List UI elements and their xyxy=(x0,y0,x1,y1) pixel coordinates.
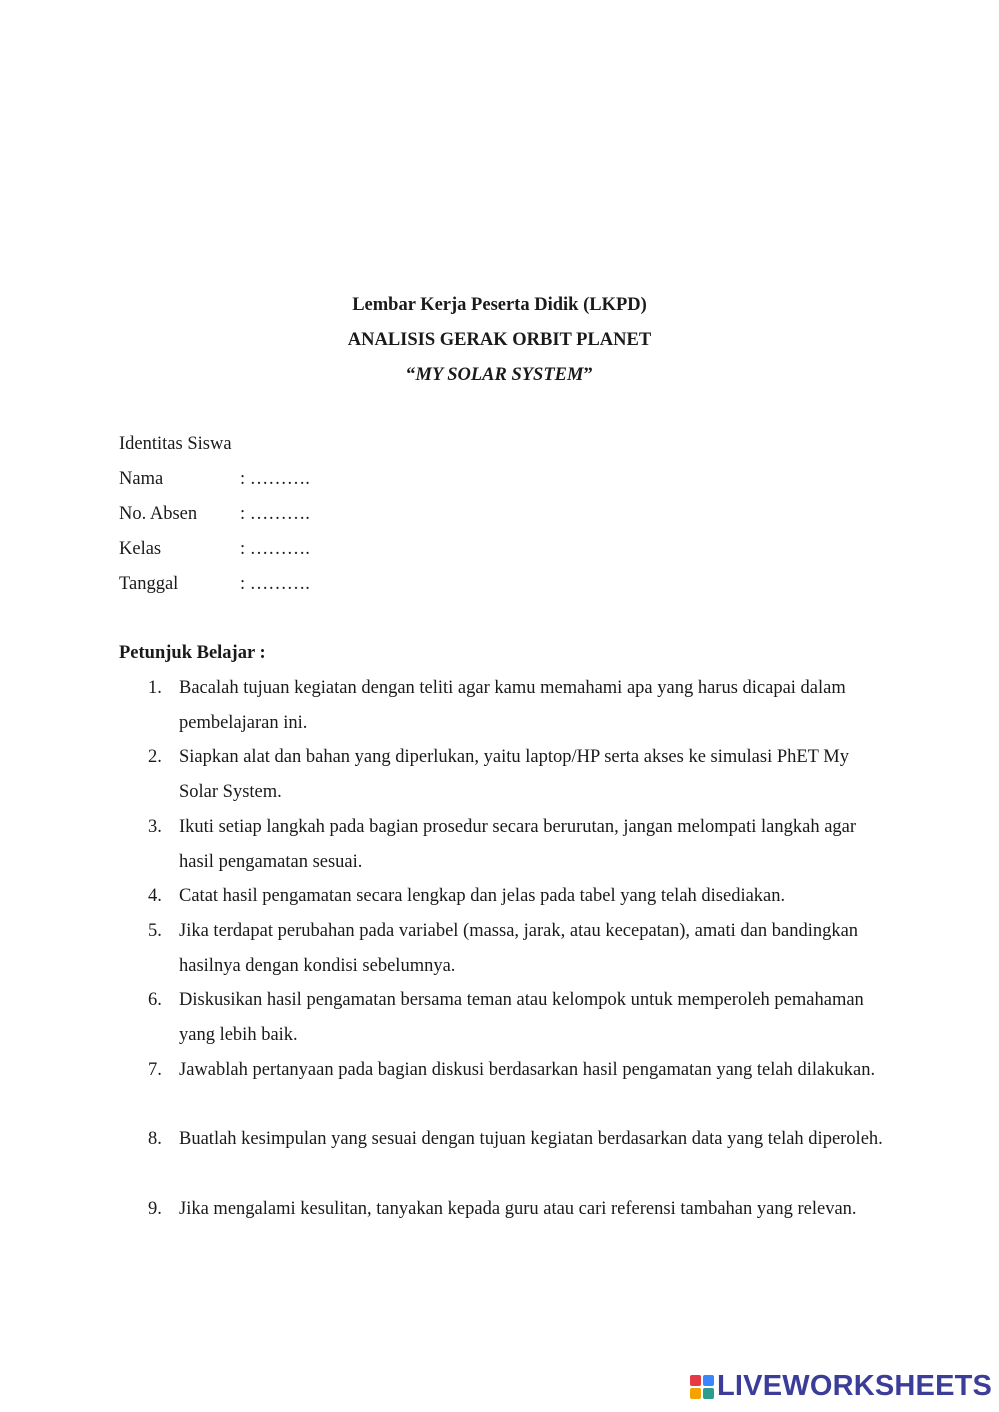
field-value: : ………. xyxy=(240,539,310,559)
logo-block-icon xyxy=(690,1388,701,1399)
simulation-title xyxy=(0,365,999,386)
class-field xyxy=(119,539,519,563)
field-label: Kelas xyxy=(119,539,162,559)
field-value: : ………. xyxy=(240,574,310,594)
close-quote: ” xyxy=(583,365,593,385)
step-number: 6. xyxy=(148,990,162,1010)
step-text: Catat hasil pengamatan secara lengkap dan jelas pada tabel yang telah disediakan. xyxy=(179,886,786,906)
step-text: Siapkan alat dan bahan yang diperlukan, yaitu laptop/HP serta akses ke simulasi PhET My Solar System. xyxy=(179,747,849,802)
step-text: Bacalah tujuan kegiatan dengan teliti agar kamu memahami apa yang harus dicapai dalam pembelajaran ini. xyxy=(179,678,846,733)
field-label: No. Absen xyxy=(119,504,198,524)
simulation-name: MY SOLAR SYSTEM xyxy=(415,365,584,385)
logo-block-icon xyxy=(690,1375,701,1386)
name-field xyxy=(119,469,519,493)
step-number: 3. xyxy=(148,817,162,837)
logo-block-icon xyxy=(703,1375,714,1386)
step-text: Jawablah pertanyaan pada bagian diskusi berdasarkan hasil pengamatan yang telah dilakukan. xyxy=(179,1060,876,1080)
date-field xyxy=(119,574,519,598)
step-number: 9. xyxy=(148,1199,162,1219)
field-label: Nama xyxy=(119,469,164,489)
logo-block-icon xyxy=(703,1388,714,1399)
document-title: Lembar Kerja Peserta Didik (LKPD) xyxy=(352,295,647,315)
step-text: Ikuti setiap langkah pada bagian prosedur secara berurutan, jangan melompati langkah agar hasil pengamatan sesuai. xyxy=(179,817,857,872)
logo-wordmark: LIVEWORKSHEETS xyxy=(717,1370,993,1402)
instructions-heading: Petunjuk Belajar : xyxy=(119,643,266,663)
field-value: : ………. xyxy=(240,504,310,524)
step-number: 5. xyxy=(148,921,162,941)
liveworksheets-logo[interactable] xyxy=(690,1370,993,1402)
attendance-number-field xyxy=(119,504,519,528)
field-value: : ………. xyxy=(240,469,310,489)
identity-heading: Identitas Siswa xyxy=(119,434,232,454)
open-quote: “ xyxy=(406,365,416,385)
field-label: Tanggal xyxy=(119,574,179,594)
step-text: Jika mengalami kesulitan, tanyakan kepada guru atau cari referensi tambahan yang relevan. xyxy=(179,1199,857,1219)
step-text: Jika terdapat perubahan pada variabel (massa, jarak, atau kecepatan), amati dan bandingkan hasilnya dengan kondisi sebelumnya. xyxy=(179,921,859,976)
step-number: 7. xyxy=(148,1060,162,1080)
step-number: 4. xyxy=(148,886,162,906)
logo-blocks-icon xyxy=(690,1375,714,1399)
step-text: Buatlah kesimpulan yang sesuai dengan tujuan kegiatan berdasarkan data yang telah diperoleh. xyxy=(179,1129,883,1149)
document-subtitle: ANALISIS GERAK ORBIT PLANET xyxy=(347,330,652,350)
step-number: 8. xyxy=(148,1129,162,1149)
step-number: 1. xyxy=(148,678,162,698)
step-text: Diskusikan hasil pengamatan bersama teman atau kelompok untuk memperoleh pemahaman yang lebih baik. xyxy=(179,990,864,1045)
step-number: 2. xyxy=(148,747,162,767)
